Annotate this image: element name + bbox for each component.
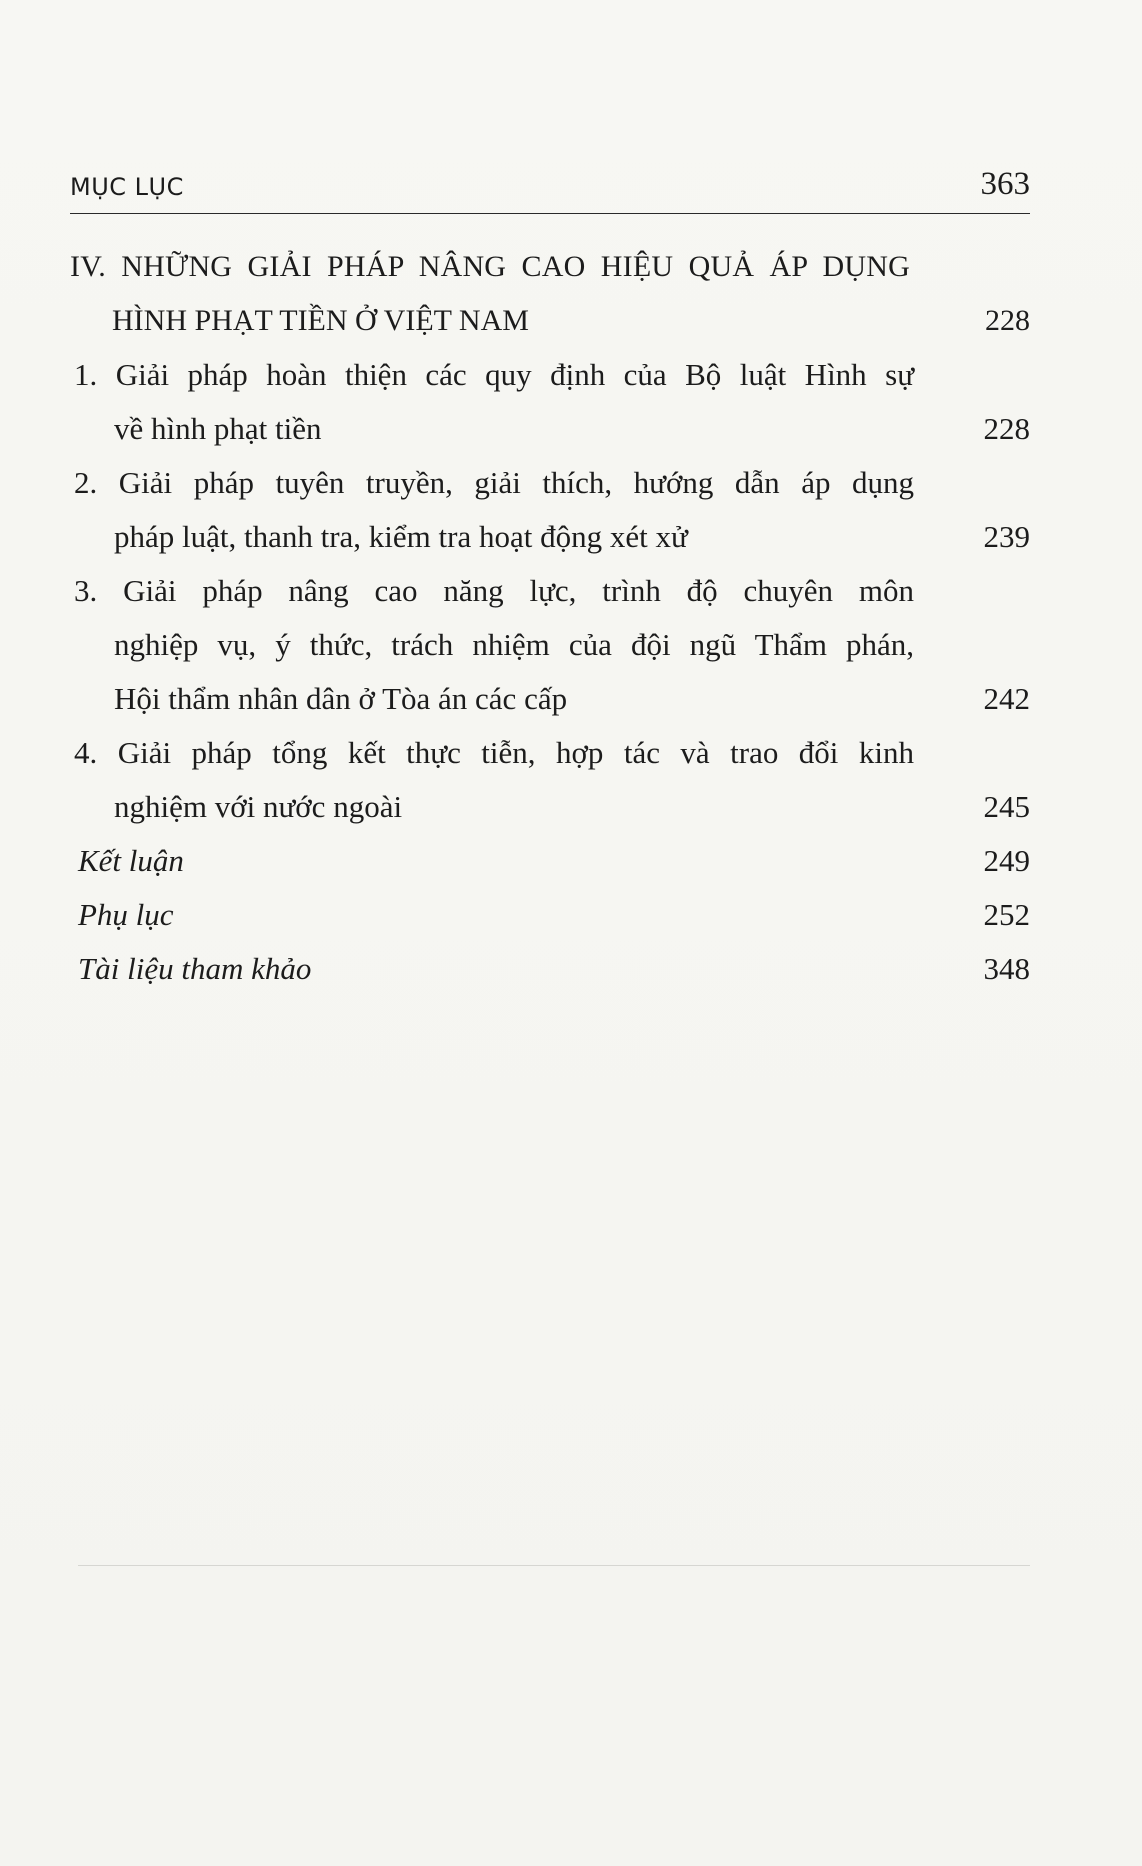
toc-page-number: 239	[983, 519, 1030, 554]
toc-page-number: 249	[983, 843, 1030, 878]
toc-entry-ket-luan	[70, 834, 1030, 888]
toc-entry-section-iv	[70, 240, 1030, 348]
toc-page-number: 348	[983, 951, 1030, 986]
toc-entry-2	[70, 456, 1030, 564]
toc-entry-line: 1. Giải pháp hoàn thiện các quy định của Bộ luật Hình sự	[74, 357, 914, 392]
toc-entry-line: 3. Giải pháp nâng cao năng lực, trình độ chuyên môn	[74, 573, 914, 608]
toc-page-number: 228	[983, 411, 1030, 446]
page-number: 363	[980, 166, 1030, 202]
toc-entry-line: Tài liệu tham khảo 348	[70, 942, 1030, 996]
toc-entry-phu-luc	[70, 888, 1030, 942]
toc-entry-line: HÌNH PHẠT TIỀN Ở VIỆT NAM 228	[70, 294, 1030, 348]
toc-entry-line: IV. NHỮNG GIẢI PHÁP NÂNG CAO HIỆU QUẢ ÁP DỤNG	[70, 250, 910, 283]
table-of-contents	[70, 240, 1030, 996]
toc-entry-line: 4. Giải pháp tổng kết thực tiễn, hợp tác và trao đổi kinh	[74, 735, 914, 770]
header-title: MỤC LỤC	[70, 173, 184, 201]
toc-entry-4	[70, 726, 1030, 834]
toc-entry-tai-lieu	[70, 942, 1030, 996]
toc-entry-line: Phụ lục 252	[70, 888, 1030, 942]
toc-entry-line: nghiệm với nước ngoài 245	[70, 780, 1030, 834]
toc-entry-line: về hình phạt tiền 228	[70, 402, 1030, 456]
toc-entry-line: Hội thẩm nhân dân ở Tòa án các cấp 242	[70, 672, 1030, 726]
toc-page-number: 245	[983, 789, 1030, 824]
toc-entry-3	[70, 564, 1030, 726]
toc-entry-line: nghiệp vụ, ý thức, trách nhiệm của đội ngũ Thẩm phán,	[114, 627, 914, 662]
toc-entry-line: 2. Giải pháp tuyên truyền, giải thích, hướng dẫn áp dụng	[74, 465, 914, 500]
toc-page-number: 242	[983, 681, 1030, 716]
running-header	[70, 155, 1030, 214]
toc-entry-1	[70, 348, 1030, 456]
toc-entry-line: Kết luận 249	[70, 834, 1030, 888]
toc-page-number: 228	[985, 304, 1030, 337]
toc-page-number: 252	[983, 897, 1030, 932]
show-through-rule	[78, 1565, 1030, 1566]
toc-entry-line: pháp luật, thanh tra, kiểm tra hoạt động xét xử 239	[70, 510, 1030, 564]
